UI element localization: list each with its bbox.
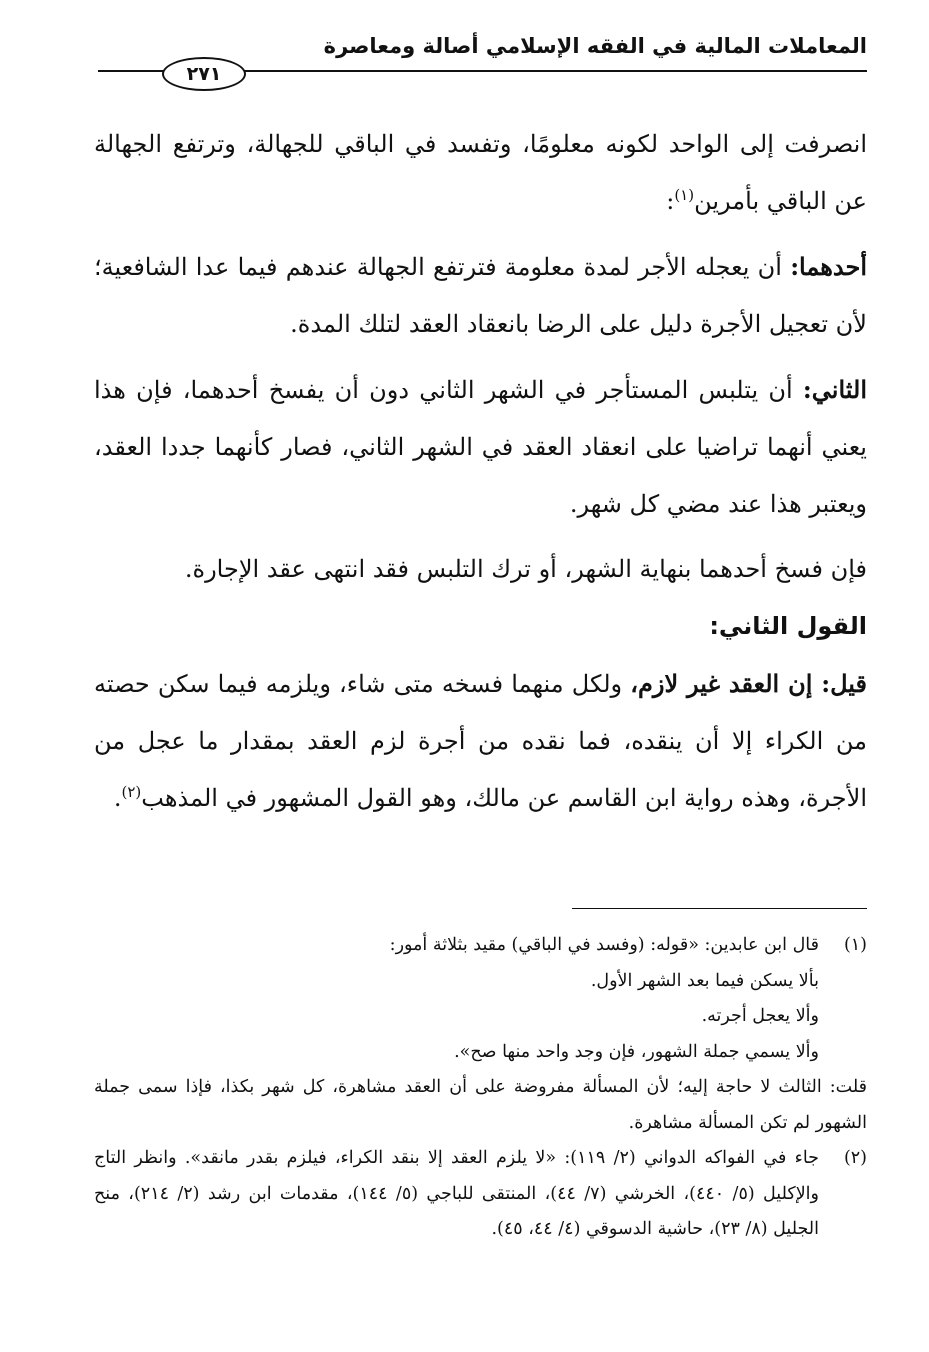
footnote-number: (١) bbox=[843, 935, 867, 955]
paragraph-3 bbox=[94, 361, 867, 533]
footnote-2 bbox=[94, 1141, 867, 1248]
paragraph-5-tail: . bbox=[113, 784, 122, 812]
footnote-body bbox=[94, 1070, 867, 1141]
footnote-body bbox=[94, 928, 819, 1070]
paragraph-4-text: فإن فسخ أحدهما بنهاية الشهر، أو ترك التلبس فقد انتهى عقد الإجارة. bbox=[184, 555, 867, 583]
footnote-number: (٢) bbox=[843, 1148, 867, 1168]
paragraph-5-text: ولكل منهما فسخه متى شاء، ويلزمه فيما سكن حصته من الكراء إلا أن ينقده، فما نقده من أجرة لزم العقد بمقدار ما عجل من الأجرة، وهذه رواية ابن القاسم عن مالك، وهو القول المشهور في المذهب bbox=[94, 670, 867, 812]
footnote-line: جاء في الفواكه الدواني (٢/ ١١٩): «لا يلزم العقد إلا بنقد الكراء، فيلزم بقدر مانقد». وانظر التاج والإكليل (٥/ ٤٤٠)، الخرشي (٧/ ٤٤)، المنتقى للباجي (٥/ ١٤٤)، مقدمات ابن رشد (٢/ ٢١٤)، منح الجليل (٨/ ٢٣)، حاشية الدسوقي (٤/ ٤٤، ٤٥). bbox=[94, 1148, 819, 1239]
paragraph-1-text: انصرفت إلى الواحد لكونه معلومًا، وتفسد في الباقي للجهالة، وترتفع الجهالة عن الباقي بأمرين bbox=[94, 130, 867, 215]
footnote-ref-2[interactable]: (٢) bbox=[121, 783, 142, 801]
paragraph-2 bbox=[94, 238, 867, 353]
paragraph-1 bbox=[94, 116, 867, 230]
running-title: المعاملات المالية في الفقه الإسلامي أصالة ومعاصرة bbox=[323, 34, 867, 58]
footnote-line: بألا يسكن فيما بعد الشهر الأول. bbox=[590, 970, 819, 991]
body-text bbox=[94, 116, 867, 827]
footnote-separator bbox=[572, 908, 867, 909]
footnote-line: قال ابن عابدين: «قوله: (وفسد في الباقي) مقيد بثلاثة أمور: bbox=[389, 935, 819, 955]
paragraph-2-lead: أحدهما: bbox=[790, 252, 867, 281]
paragraph-5 bbox=[94, 655, 867, 827]
paragraph-1-tail: : bbox=[666, 187, 675, 215]
footnote-body bbox=[94, 1141, 819, 1248]
section-heading-text: القول الثاني: bbox=[709, 612, 867, 640]
paragraph-3-lead: الثاني: bbox=[802, 375, 867, 404]
paragraph-2-text: أن يعجله الأجر لمدة معلومة فترتفع الجهالة عندهم فيما عدا الشافعية؛ لأن تعجيل الأجرة دليل على الرضا بانعقاد العقد لتلك المدة. bbox=[94, 253, 867, 338]
footnote-1 bbox=[94, 928, 867, 1070]
footnote-line: وألا يسمي جملة الشهور، فإن وجد واحد منها صح». bbox=[454, 1041, 819, 1062]
page-number: ٢٧١ bbox=[162, 57, 246, 91]
footnote-1-continued bbox=[94, 1070, 867, 1141]
paragraph-3-text: أن يتلبس المستأجر في الشهر الثاني دون أن يفسخ أحدهما، فإن هذا يعني أنهما تراضيا على انعقاد العقد في الشهر الثاني، فصار كأنهما جددا العقد، ويعتبر هذا عند مضي كل شهر. bbox=[94, 376, 867, 518]
paragraph-5-lead: قيل: إن العقد غير لازم، bbox=[630, 669, 867, 698]
section-heading bbox=[94, 598, 867, 655]
paragraph-4 bbox=[94, 541, 867, 598]
footnote-line: قلت: الثالث لا حاجة إليه؛ لأن المسألة مفروضة على أن العقد مشاهرة، كل شهر بكذا، فإذا سمى جملة الشهور لم تكن المسألة مشاهرة. bbox=[94, 1077, 867, 1133]
footnotes bbox=[94, 928, 867, 1248]
footnote-ref-1[interactable]: (١) bbox=[674, 186, 695, 204]
footnote-line: وألا يعجل أجرته. bbox=[701, 1006, 819, 1026]
